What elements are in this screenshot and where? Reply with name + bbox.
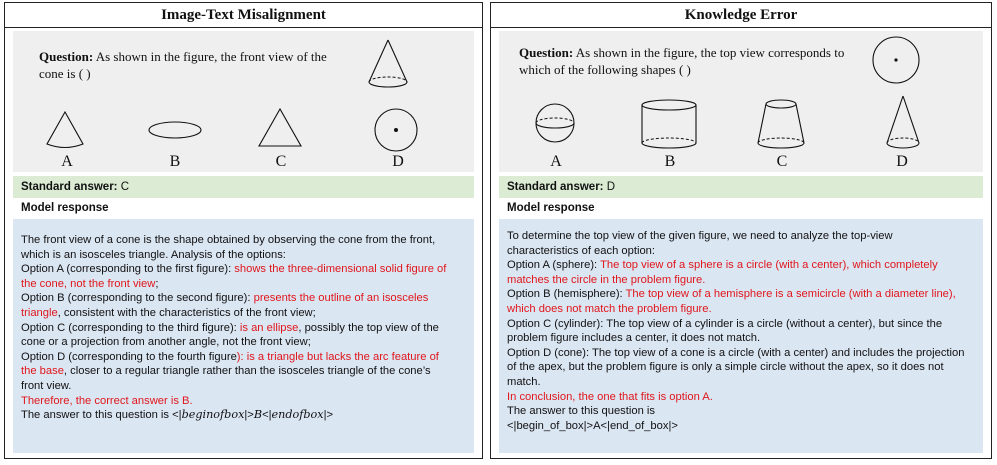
model-response-label: Model response [21, 202, 109, 214]
response-line: Option D (corresponding to the fourth figure): is a triangle but lacks the arc feature of [21, 350, 439, 363]
standard-answer-bar: Standard answer: C [13, 176, 474, 198]
option-letter-c: C [275, 153, 287, 170]
response-line: Option A (sphere): The top view of a sphere is a circle (with a center), which completely [507, 259, 938, 272]
response-line: Option C (cylinder): The top view of a cylinder is a circle (without a center), but since the [507, 317, 943, 330]
option-letter-b: B [664, 153, 676, 170]
response-line: Option D (cone): The top view of a cone is a circle (with a center) and includes the projection [507, 346, 965, 359]
question-box [499, 31, 983, 172]
model-response-box [499, 219, 983, 453]
option-letter-d: D [392, 153, 404, 170]
panel-title: Knowledge Error [491, 3, 991, 28]
sphere-icon [533, 101, 577, 145]
standard-answer-value: C [120, 181, 130, 193]
response-line: the base, closer to a regular triangle rather than the isosceles triangle of the cone’s [21, 365, 431, 378]
option-letter-b: B [169, 153, 181, 170]
option-letter-a: A [550, 153, 562, 170]
frustum-icon [754, 95, 808, 155]
circle-with-center-icon [871, 35, 921, 85]
response-line: The answer to this question is [507, 405, 655, 418]
response-conclusion: Therefore, the correct answer is B. [21, 394, 193, 407]
question-text: Question: As shown in the figure, the top view corresponds to which of the following shapes ( ) [519, 45, 845, 77]
option-letter-d: D [896, 153, 908, 170]
response-line: To determine the top view of the given figure, we need to analyze the top-view [507, 230, 893, 242]
response-line: matches the circle in the problem figure. [507, 273, 706, 286]
panel-knowledge-error [490, 2, 992, 459]
cylinder-icon [639, 97, 699, 153]
response-line: characteristics of each option: [507, 244, 655, 257]
cone-icon [883, 93, 923, 155]
response-line: problem figure includes a center, it does not match. [507, 332, 761, 345]
model-response-label: Model response [507, 202, 595, 214]
triangle-icon [257, 107, 303, 149]
response-line: front view. [21, 379, 72, 392]
response-line: Option B (hemisphere): The top view of a hemisphere is a semicircle (with a diameter line), [507, 288, 956, 301]
response-line: The front view of a cone is the shape obtained by observing the cone from the front, [21, 234, 436, 246]
response-answer-line: <|begin_of_box|>A<|end_of_box|> [507, 419, 678, 432]
response-line: which is an isosceles triangle. Analysis of the options: [21, 248, 286, 261]
response-line: which does not match the problem figure. [507, 302, 712, 315]
standard-answer-bar: Standard answer: D [499, 176, 983, 198]
option-letter-a: A [61, 153, 73, 170]
cone-icon [365, 37, 411, 93]
model-response-box [13, 219, 474, 453]
response-line: triangle, consistent with the characteristics of the front view; [21, 306, 316, 319]
response-conclusion: In conclusion, the one that fits is option A. [507, 390, 713, 403]
question-text: Question: As shown in the figure, the front view of the cone is ( ) [39, 49, 327, 81]
option-letter-c: C [776, 153, 788, 170]
panel-image-text-misalignment [4, 2, 483, 459]
response-line: Option A (corresponding to the first figure): shows the three-dimensional solid figure of [21, 263, 447, 276]
response-line: the cone, not the front view; [21, 277, 159, 290]
response-line: of the apex, but the problem figure is only a simple circle without the apex, so it does not [507, 361, 944, 374]
response-line: Option B (corresponding to the second figure): presents the outline of an isosceles [21, 292, 429, 305]
standard-answer-value: D [606, 181, 616, 193]
response-line: cone or a projection from another angle, not the front view; [21, 336, 311, 349]
response-line: Option C (corresponding to the third figure): is an ellipse, possibly the top view of the [21, 321, 439, 334]
circle-with-center-icon [373, 107, 419, 153]
question-box [13, 31, 474, 172]
panel-title: Image-Text Misalignment [5, 3, 482, 28]
ellipse-icon [147, 119, 203, 141]
response-line: match. [507, 375, 541, 388]
cone-outline-icon [45, 109, 87, 149]
response-answer-line: The answer to this question is <|beginofbox|>B<|endofbox|> [21, 408, 334, 422]
